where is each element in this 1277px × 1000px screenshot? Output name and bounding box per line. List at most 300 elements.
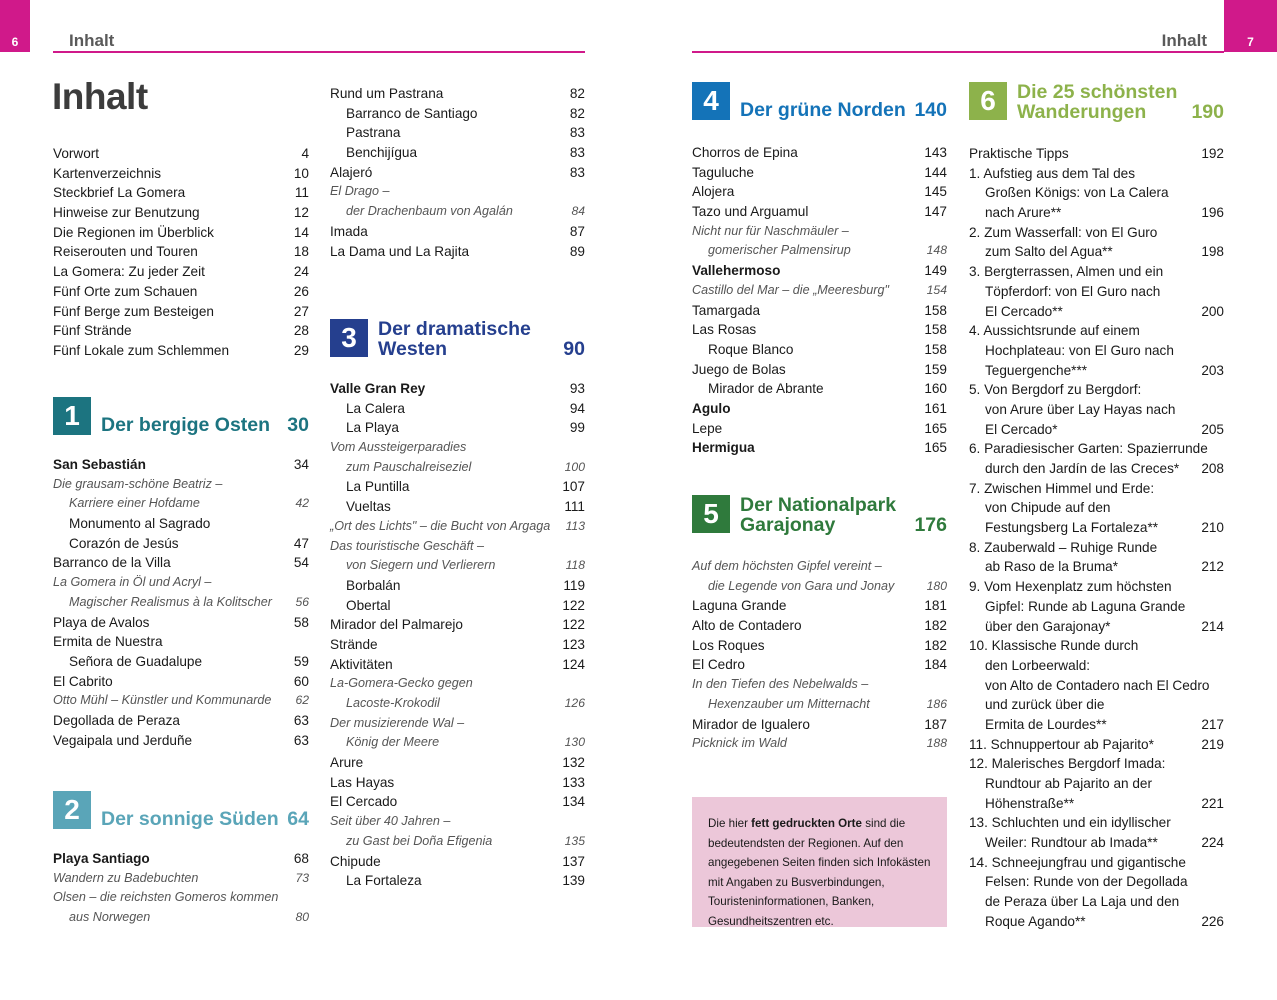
- toc-entry-title: Fünf Berge zum Besteigen: [53, 303, 214, 319]
- toc-entry-page: 217: [1201, 716, 1224, 732]
- toc-entry-title: Las Rosas: [692, 322, 757, 338]
- toc-entry-page: 107: [562, 479, 585, 495]
- toc-entry[interactable]: [53, 223, 309, 243]
- toc-entry-page: 26: [293, 283, 309, 299]
- toc-entry[interactable]: [969, 459, 1224, 479]
- section-6-list: [969, 144, 1224, 932]
- toc-entry[interactable]: [330, 399, 585, 419]
- toc-entry[interactable]: [692, 577, 947, 597]
- toc-entry[interactable]: [692, 320, 947, 340]
- toc-entry-title: Otto Mühl – Künstler und Kommunarde: [53, 693, 272, 708]
- section-2: [53, 791, 309, 928]
- toc-entry[interactable]: [330, 182, 585, 202]
- toc-entry[interactable]: [692, 399, 947, 419]
- toc-entry-title: Vueltas: [346, 499, 391, 515]
- toc-entry-page: 143: [924, 145, 947, 160]
- right-header-rule: [692, 51, 1224, 53]
- toc-entry[interactable]: [53, 203, 309, 223]
- toc-entry-title: von Alto de Contadero nach El Cedro: [985, 677, 1210, 693]
- toc-entry[interactable]: [330, 537, 585, 557]
- toc-entry-title: zum Salto del Agua**: [985, 244, 1113, 260]
- toc-entry[interactable]: [969, 341, 1224, 361]
- toc-entry[interactable]: [692, 616, 947, 636]
- section-5-number: 5: [692, 495, 730, 533]
- toc-entry[interactable]: [330, 812, 585, 832]
- toc-entry[interactable]: [53, 672, 309, 692]
- toc-entry-page: 89: [569, 243, 585, 259]
- toc-entry[interactable]: [692, 379, 947, 399]
- toc-entry[interactable]: [692, 438, 947, 458]
- toc-entry-title: Magischer Realismus à la Kolitscher: [69, 594, 272, 609]
- section-1-title: Der bergige Osten: [101, 414, 271, 436]
- toc-entry-title: Höhenstraße**: [985, 795, 1075, 811]
- toc-entry[interactable]: [330, 163, 585, 183]
- toc-entry[interactable]: [692, 261, 947, 281]
- toc-entry[interactable]: [330, 792, 585, 812]
- toc-entry-page: 80: [295, 910, 309, 925]
- toc-entry-page: 124: [562, 656, 585, 672]
- toc-entry[interactable]: [692, 636, 947, 656]
- toc-entry[interactable]: [330, 222, 585, 242]
- toc-entry[interactable]: [53, 144, 309, 164]
- toc-entry-page: 119: [563, 577, 585, 593]
- section-2-number: 2: [53, 791, 91, 829]
- toc-entry-page: 47: [293, 535, 309, 551]
- toc-entry-title: Hexenzauber um Mitternacht: [708, 696, 870, 711]
- toc-entry-page: 111: [564, 499, 585, 515]
- toc-entry-page: 118: [565, 558, 585, 573]
- toc-entry[interactable]: [53, 455, 309, 475]
- section-2-list: [53, 849, 309, 928]
- toc-entry[interactable]: [53, 849, 309, 869]
- toc-entry-page: 139: [562, 873, 585, 889]
- section-4-list: [692, 143, 947, 458]
- section-5-title-line1: Der Nationalpark: [740, 494, 897, 516]
- toc-entry-title: Gipfel: Runde ab Laguna Grande: [985, 598, 1186, 614]
- toc-entry[interactable]: [969, 577, 1224, 597]
- section-4-number: 4: [692, 82, 730, 120]
- toc-entry[interactable]: [692, 202, 947, 222]
- toc-entry[interactable]: [53, 534, 309, 554]
- toc-entry[interactable]: [692, 340, 947, 360]
- toc-entry[interactable]: [969, 183, 1224, 203]
- toc-entry-page: 60: [293, 673, 309, 689]
- toc-entry-title: Wandern zu Badebuchten: [53, 870, 199, 885]
- toc-entry-title: Teguergenche***: [985, 362, 1088, 378]
- toc-entry[interactable]: [53, 302, 309, 322]
- toc-entry[interactable]: [330, 852, 585, 872]
- toc-entry[interactable]: [692, 281, 947, 301]
- toc-entry[interactable]: [53, 321, 309, 341]
- toc-entry[interactable]: [330, 576, 585, 596]
- toc-entry-page: 24: [293, 264, 309, 280]
- toc-entry[interactable]: [969, 203, 1224, 223]
- toc-entry-title: Praktische Tipps: [969, 146, 1069, 161]
- section-5-title-line2: Garajonay: [740, 514, 836, 536]
- toc-entry-page: 82: [569, 105, 585, 121]
- section-1-page: 30: [287, 414, 309, 436]
- toc-entry[interactable]: [969, 380, 1224, 400]
- toc-entry-page: 14: [293, 224, 309, 240]
- info-box: [692, 797, 947, 927]
- toc-entry[interactable]: [969, 872, 1224, 892]
- toc-entry-page: 182: [924, 618, 947, 634]
- toc-entry-title: Vegaipala und Jerduñe: [53, 732, 193, 748]
- section-3-header[interactable]: [330, 319, 585, 359]
- column-2: [330, 84, 585, 261]
- toc-entry[interactable]: [692, 360, 947, 380]
- toc-entry[interactable]: [692, 143, 947, 163]
- toc-entry[interactable]: [969, 912, 1224, 932]
- toc-entry-title: Barranco de Santiago: [346, 105, 478, 121]
- toc-entry[interactable]: [53, 514, 309, 534]
- toc-entry[interactable]: [330, 84, 585, 104]
- toc-entry-page: 83: [569, 164, 585, 180]
- toc-entry[interactable]: [330, 438, 585, 458]
- toc-entry-page: 134: [562, 794, 585, 810]
- toc-entry-page: 126: [564, 696, 585, 710]
- toc-entry-page: 214: [1201, 618, 1224, 634]
- toc-entry-page: 122: [562, 617, 585, 633]
- toc-entry[interactable]: [969, 420, 1224, 440]
- toc-entry[interactable]: [969, 242, 1224, 262]
- toc-entry[interactable]: [692, 222, 947, 242]
- toc-entry[interactable]: [330, 477, 585, 497]
- toc-entry-title: von Arure über Lay Hayas nach: [985, 401, 1176, 417]
- toc-entry-title: zu Gast bei Doña Efigenia: [346, 833, 493, 848]
- toc-entry[interactable]: [969, 853, 1224, 873]
- toc-entry-title: 1. Aufstieg aus dem Tal des: [969, 165, 1135, 181]
- toc-entry-title: Corazón de Jesús: [69, 535, 179, 551]
- toc-entry-page: 29: [293, 342, 309, 358]
- toc-entry-title: über den Garajonay*: [985, 618, 1111, 634]
- toc-entry[interactable]: [330, 655, 585, 675]
- toc-entry-title: Playa de Avalos: [53, 614, 150, 630]
- toc-entry-title: Fünf Orte zum Schauen: [53, 283, 198, 299]
- toc-entry[interactable]: [692, 734, 947, 754]
- section-6-title-line1: Die 25 schönsten: [1017, 81, 1178, 103]
- toc-entry-title: San Sebastián: [53, 457, 146, 472]
- toc-entry-page: 62: [295, 693, 309, 708]
- intro-list: [53, 144, 309, 361]
- toc-entry-title: Olsen – die reichsten Gomeros kommen: [53, 890, 279, 905]
- toc-entry[interactable]: [330, 733, 585, 753]
- section-3-list: [330, 379, 585, 891]
- right-page-number: 7: [1224, 0, 1277, 52]
- toc-entry-page: 200: [1201, 303, 1224, 319]
- toc-entry[interactable]: [53, 613, 309, 633]
- toc-entry[interactable]: [330, 832, 585, 852]
- toc-entry-page: 68: [293, 851, 309, 866]
- toc-entry[interactable]: [969, 262, 1224, 282]
- toc-entry-title: Valle Gran Rey: [330, 381, 426, 396]
- toc-entry-title: Karriere einer Hofdame: [69, 496, 200, 511]
- toc-entry[interactable]: [330, 556, 585, 576]
- toc-entry[interactable]: [969, 518, 1224, 538]
- toc-entry[interactable]: [969, 656, 1224, 676]
- toc-entry-page: 226: [1201, 913, 1224, 929]
- toc-entry-title: Reiserouten und Touren: [53, 244, 198, 260]
- toc-entry[interactable]: [330, 773, 585, 793]
- toc-entry-page: 100: [564, 459, 585, 474]
- toc-entry[interactable]: [969, 282, 1224, 302]
- toc-entry[interactable]: [53, 593, 309, 613]
- toc-entry[interactable]: [330, 635, 585, 655]
- toc-entry-title: Aktivitäten: [330, 656, 393, 672]
- toc-entry[interactable]: [330, 714, 585, 734]
- toc-entry-page: 34: [293, 457, 309, 472]
- toc-entry[interactable]: [53, 908, 309, 928]
- toc-entry-title: 12. Malerisches Bergdorf Imada:: [969, 756, 1166, 772]
- toc-entry-title: Mirador de Igualero: [692, 716, 810, 732]
- toc-entry-title: Imada: [330, 223, 368, 239]
- toc-entry[interactable]: [969, 400, 1224, 420]
- toc-entry[interactable]: [969, 774, 1224, 794]
- toc-entry[interactable]: [330, 202, 585, 222]
- toc-entry[interactable]: [969, 557, 1224, 577]
- toc-entry-title: Die Regionen im Überblick: [53, 224, 214, 240]
- toc-entry[interactable]: [692, 675, 947, 695]
- toc-entry-page: 122: [562, 597, 585, 613]
- toc-entry-title: Pastrana: [346, 125, 401, 141]
- toc-entry[interactable]: [330, 379, 585, 399]
- toc-entry[interactable]: [330, 242, 585, 262]
- toc-entry-page: 59: [293, 653, 309, 669]
- toc-entry-title: Barranco de la Villa: [53, 555, 171, 571]
- toc-entry[interactable]: [330, 615, 585, 635]
- toc-entry[interactable]: [53, 632, 309, 652]
- toc-entry-page: 208: [1201, 461, 1224, 476]
- toc-entry-title: Los Roques: [692, 637, 765, 653]
- toc-entry-title: Obertal: [346, 597, 391, 613]
- toc-entry[interactable]: [969, 321, 1224, 341]
- toc-entry[interactable]: [969, 676, 1224, 696]
- section-2-header[interactable]: [53, 791, 309, 829]
- toc-entry-title: von Chipude auf den: [985, 500, 1111, 516]
- toc-entry[interactable]: [969, 754, 1224, 774]
- section-1-number: 1: [53, 397, 91, 435]
- toc-entry[interactable]: [969, 813, 1224, 833]
- toc-entry-page: 145: [924, 184, 947, 200]
- toc-entry[interactable]: [969, 302, 1224, 322]
- toc-entry-title: 5. Von Bergdorf zu Bergdorf:: [969, 382, 1142, 398]
- toc-entry[interactable]: [330, 123, 585, 143]
- section-4-page: 140: [914, 99, 947, 121]
- toc-entry-page: 27: [293, 303, 309, 319]
- toc-entry-title: Töpferdorf: von El Guro nach: [985, 283, 1161, 299]
- toc-entry[interactable]: [969, 439, 1224, 459]
- toc-entry[interactable]: [53, 711, 309, 731]
- toc-entry[interactable]: [969, 597, 1224, 617]
- toc-entry-title: El Cedro: [692, 657, 745, 673]
- toc-entry-page: 83: [569, 145, 585, 161]
- toc-entry[interactable]: [53, 652, 309, 672]
- toc-entry-page: 210: [1201, 520, 1224, 536]
- toc-entry-title: 9. Vom Hexenplatz zum höchsten: [969, 579, 1172, 595]
- toc-entry-title: von Siegern und Verlierern: [346, 558, 496, 573]
- toc-entry-title: der Drachenbaum von Agalán: [346, 204, 513, 219]
- toc-entry[interactable]: [969, 498, 1224, 518]
- toc-entry[interactable]: [692, 163, 947, 183]
- toc-entry[interactable]: [969, 636, 1224, 656]
- section-3-title: [378, 319, 563, 359]
- toc-entry-title: 4. Aussichtsrunde auf einem: [969, 323, 1140, 339]
- toc-entry[interactable]: [969, 617, 1224, 637]
- toc-entry[interactable]: [53, 341, 309, 361]
- toc-entry-page: 192: [1201, 146, 1224, 161]
- left-page-number: 6: [0, 0, 30, 52]
- toc-entry-title: Großen Königs: von La Calera: [985, 185, 1169, 201]
- section-5-page: 176: [914, 514, 947, 536]
- section-5: [692, 495, 947, 754]
- toc-entry-title: Seit über 40 Jahren –: [330, 814, 451, 829]
- toc-entry-page: 18: [293, 244, 309, 260]
- toc-entry[interactable]: [969, 892, 1224, 912]
- info-text-part1: Die hier: [708, 817, 752, 830]
- toc-entry[interactable]: [969, 715, 1224, 735]
- toc-entry[interactable]: [330, 104, 585, 124]
- toc-entry[interactable]: [330, 517, 585, 537]
- toc-entry-title: Das touristische Geschäft –: [330, 538, 484, 553]
- section-3-number: 3: [330, 319, 368, 357]
- toc-entry-page: 123: [562, 636, 585, 652]
- section-4-title: Der grüne Norden: [740, 99, 906, 121]
- section-4-header[interactable]: [692, 82, 947, 120]
- toc-entry-title: König der Meere: [346, 735, 440, 750]
- toc-entry-page: 133: [562, 774, 585, 790]
- toc-entry[interactable]: [969, 735, 1224, 755]
- toc-entry[interactable]: [53, 691, 309, 711]
- toc-entry[interactable]: [330, 871, 585, 891]
- toc-entry-page: 10: [293, 165, 309, 181]
- toc-entry-page: 63: [293, 732, 309, 748]
- section-4: [692, 82, 947, 458]
- toc-entry[interactable]: [969, 695, 1224, 715]
- toc-entry[interactable]: [53, 164, 309, 184]
- section-6-title-line2: Wanderungen: [1017, 101, 1147, 123]
- toc-entry[interactable]: [330, 596, 585, 616]
- toc-entry-page: 144: [924, 164, 947, 180]
- toc-entry-title: Alojera: [692, 184, 735, 200]
- toc-entry-page: 186: [926, 696, 947, 711]
- toc-entry[interactable]: [53, 282, 309, 302]
- toc-entry[interactable]: [53, 888, 309, 908]
- toc-entry[interactable]: [969, 144, 1224, 164]
- toc-entry-title: „Ort des Lichts" – die Bucht von Argaga: [330, 518, 551, 533]
- toc-entry-title: El Cercado*: [985, 421, 1058, 437]
- toc-entry-title: La Dama und La Rajita: [330, 243, 470, 259]
- toc-entry[interactable]: [53, 731, 309, 751]
- toc-entry[interactable]: [53, 242, 309, 262]
- toc-entry[interactable]: [692, 419, 947, 439]
- toc-entry-title: 14. Schneejungfrau und gigantische: [969, 854, 1186, 870]
- toc-entry[interactable]: [330, 458, 585, 478]
- toc-entry-title: aus Norwegen: [69, 910, 151, 925]
- toc-entry-title: Der musizierende Wal –: [330, 715, 465, 730]
- toc-entry[interactable]: [53, 475, 309, 495]
- toc-entry-page: 12: [293, 205, 309, 221]
- section-3-page: 90: [563, 338, 585, 360]
- toc-entry[interactable]: [969, 223, 1224, 243]
- toc-entry[interactable]: [692, 715, 947, 735]
- section-6-header[interactable]: [969, 82, 1224, 122]
- toc-entry-title: Chorros de Epina: [692, 145, 798, 160]
- toc-entry-page: 135: [564, 833, 585, 848]
- section-5-title: [740, 495, 914, 535]
- toc-entry-title: Fünf Strände: [53, 323, 132, 339]
- toc-entry-title: Señora de Guadalupe: [69, 653, 203, 669]
- toc-entry[interactable]: [330, 418, 585, 438]
- column-2-top-list: [330, 84, 585, 261]
- toc-entry[interactable]: [969, 361, 1224, 381]
- toc-entry[interactable]: [330, 753, 585, 773]
- toc-entry-page: 132: [562, 755, 585, 771]
- toc-entry-title: Rundtour ab Pajarito an der: [985, 776, 1153, 791]
- toc-entry-page: 99: [569, 420, 585, 436]
- section-3-title-line1: Der dramatische: [378, 318, 531, 340]
- toc-entry-title: die Legende von Gara und Jonay: [708, 578, 895, 593]
- toc-entry-title: Strände: [330, 636, 378, 652]
- section-6: [969, 82, 1224, 932]
- toc-entry[interactable]: [969, 833, 1224, 853]
- toc-entry[interactable]: [692, 695, 947, 715]
- section-2-title: Der sonnige Süden: [101, 808, 279, 830]
- page-title: Inhalt: [52, 76, 148, 117]
- toc-entry[interactable]: [692, 655, 947, 675]
- section-1-header[interactable]: [53, 397, 309, 435]
- toc-entry-title: Vallehermoso: [692, 263, 781, 279]
- toc-entry[interactable]: [692, 241, 947, 261]
- toc-entry-title: Monumento al Sagrado: [69, 516, 211, 532]
- toc-entry-page: 93: [569, 381, 585, 396]
- toc-entry[interactable]: [330, 694, 585, 714]
- toc-entry[interactable]: [53, 183, 309, 203]
- toc-entry[interactable]: [53, 869, 309, 889]
- toc-entry-title: Alto de Contadero: [692, 618, 802, 634]
- toc-entry[interactable]: [692, 182, 947, 202]
- toc-entry[interactable]: [53, 553, 309, 573]
- toc-entry-title: 11. Schnuppertour ab Pajarito*: [969, 736, 1154, 752]
- toc-entry[interactable]: [53, 494, 309, 514]
- toc-entry[interactable]: [692, 301, 947, 321]
- toc-entry[interactable]: [330, 497, 585, 517]
- toc-entry[interactable]: [692, 557, 947, 577]
- toc-entry[interactable]: [53, 573, 309, 593]
- section-5-header[interactable]: [692, 495, 947, 535]
- toc-entry[interactable]: [692, 596, 947, 616]
- toc-entry-title: Tamargada: [692, 302, 761, 318]
- toc-entry-title: Fünf Lokale zum Schlemmen: [53, 342, 230, 358]
- toc-entry-title: La Puntilla: [346, 479, 410, 495]
- toc-entry-title: de Peraza über La Laja und den: [985, 894, 1180, 910]
- toc-entry-title: Benchijígua: [346, 145, 418, 161]
- column-1: [53, 144, 309, 361]
- toc-entry[interactable]: [969, 164, 1224, 184]
- toc-entry[interactable]: [969, 794, 1224, 814]
- toc-entry-page: 161: [924, 400, 947, 416]
- toc-entry[interactable]: [53, 262, 309, 282]
- toc-entry-title: La Gomera: Zu jeder Zeit: [53, 264, 205, 280]
- toc-entry[interactable]: [969, 538, 1224, 558]
- toc-entry-title: La-Gomera-Gecko gegen: [330, 676, 473, 691]
- toc-entry-title: Las Hayas: [330, 774, 395, 790]
- toc-entry[interactable]: [969, 479, 1224, 499]
- toc-entry-title: 7. Zwischen Himmel und Erde:: [969, 480, 1155, 496]
- toc-entry[interactable]: [330, 143, 585, 163]
- toc-entry[interactable]: [330, 674, 585, 694]
- toc-entry-title: nach Arure**: [985, 205, 1062, 221]
- toc-entry-page: 28: [293, 323, 309, 339]
